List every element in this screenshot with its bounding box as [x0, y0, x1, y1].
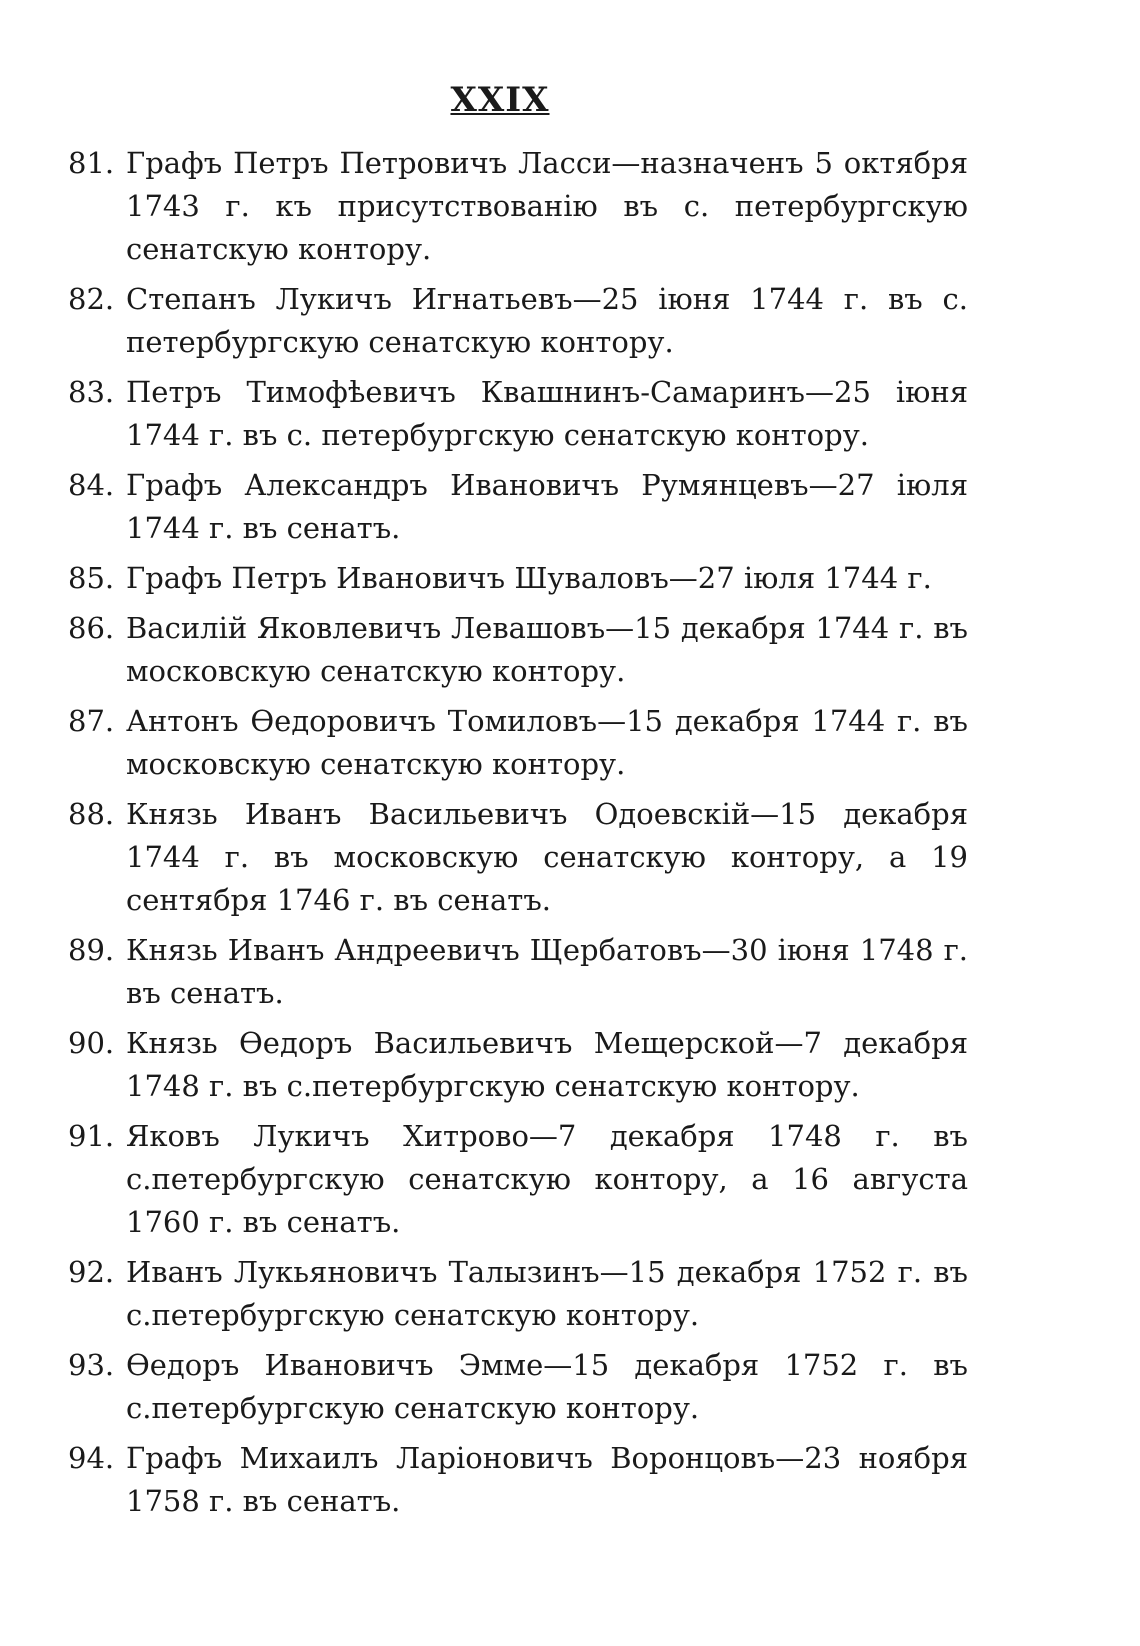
entry-number: 93. [68, 1348, 115, 1382]
entry-text: Иванъ Лукьяновичъ Талызинъ—15 декабря 1752 г. въ с.петербургскую сенатскую контору. [126, 1255, 968, 1332]
list-item [68, 929, 968, 1015]
list-item [68, 607, 968, 693]
list-item [68, 1022, 968, 1108]
entry-number: 88. [68, 797, 115, 831]
list-item [68, 142, 968, 271]
entry-list [68, 142, 968, 1530]
entry-number: 84. [68, 468, 115, 502]
entry-number: 86. [68, 611, 115, 645]
entry-text: Князь Иванъ Андреевичъ Щербатовъ—30 іюня 1748 г. въ сенатъ. [126, 933, 968, 1010]
entry-number: 94. [68, 1441, 115, 1475]
list-item [68, 1251, 968, 1337]
entry-text: Князь Ѳедоръ Васильевичъ Мещерской—7 декабря 1748 г. въ с.петербургскую сенатскую контору. [126, 1026, 968, 1103]
page-number: XXIX [450, 80, 550, 120]
entry-text: Графъ Петръ Ивановичъ Шуваловъ—27 іюля 1744 г. [126, 561, 932, 595]
entry-text: Князь Иванъ Васильевичъ Одоевскій—15 декабря 1744 г. въ московскую сенатскую контору, а 19 сентября 1746 г. въ сенатъ. [126, 797, 968, 917]
entry-text: Антонъ Ѳедоровичъ Томиловъ—15 декабря 1744 г. въ московскую сенатскую контору. [126, 704, 968, 781]
list-item [68, 371, 968, 457]
list-item [68, 464, 968, 550]
entry-text: Степанъ Лукичъ Игнатьевъ—25 іюня 1744 г. въ с. петербургскую сенатскую контору. [126, 282, 968, 359]
entry-number: 92. [68, 1255, 115, 1289]
entry-number: 82. [68, 282, 115, 316]
list-item [68, 1437, 968, 1523]
entry-number: 89. [68, 933, 115, 967]
entry-text: Графъ Михаилъ Ларіоновичъ Воронцовъ—23 ноября 1758 г. въ сенатъ. [126, 1441, 968, 1518]
entry-number: 83. [68, 375, 115, 409]
list-item [68, 1344, 968, 1430]
entry-number: 81. [68, 146, 115, 180]
entry-text: Яковъ Лукичъ Хитрово—7 декабря 1748 г. въ с.петербургскую сенатскую контору, а 16 августа 1760 г. въ сенатъ. [126, 1119, 968, 1239]
list-item [68, 700, 968, 786]
list-item [68, 278, 968, 364]
entry-number: 85. [68, 561, 115, 595]
entry-number: 91. [68, 1119, 115, 1153]
entry-number: 90. [68, 1026, 115, 1060]
entry-text: Графъ Александръ Ивановичъ Румянцевъ—27 іюля 1744 г. въ сенатъ. [126, 468, 968, 545]
list-item [68, 1115, 968, 1244]
entry-text: Графъ Петръ Петровичъ Ласси—назначенъ 5 октября 1743 г. къ присутствованію въ с. петербургскую сенатскую контору. [126, 146, 968, 266]
list-item [68, 793, 968, 922]
entry-text: Василій Яковлевичъ Левашовъ—15 декабря 1744 г. въ московскую сенатскую контору. [126, 611, 968, 688]
entry-text: Ѳедоръ Ивановичъ Эмме—15 декабря 1752 г. въ с.петербургскую сенатскую контору. [126, 1348, 968, 1425]
entry-text: Петръ Тимофѣевичъ Квашнинъ-Самаринъ—25 іюня 1744 г. въ с. петербургскую сенатскую контору. [126, 375, 968, 452]
entry-number: 87. [68, 704, 115, 738]
list-item [68, 557, 968, 600]
